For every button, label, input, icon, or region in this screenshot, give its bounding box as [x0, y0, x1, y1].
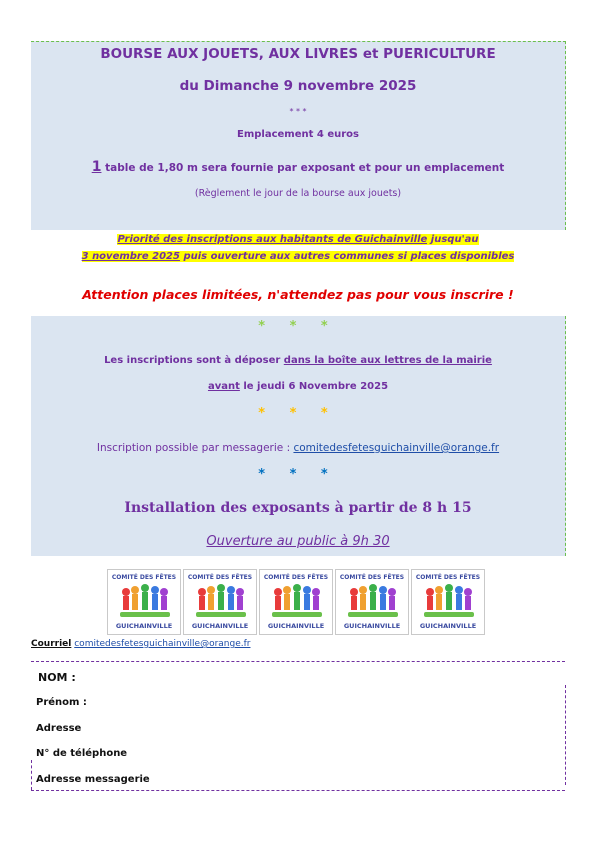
priority-line-2 [31, 251, 565, 262]
reglement-note: (Règlement le jour de la bourse aux jouets) [194, 188, 402, 199]
logo-bottom-text: GUICHAINVILLE [115, 622, 173, 630]
logo-bottom-text: GUICHAINVILLE [191, 622, 249, 630]
form-right-border [565, 685, 566, 785]
adresse-field[interactable]: Adresse [36, 723, 82, 734]
comite-logo [411, 569, 485, 635]
courriel-label: Courriel [31, 639, 72, 649]
logo-top-text: COMITÉ DES FÊTES [187, 574, 253, 581]
prenom-field[interactable]: Prénom : [36, 697, 87, 708]
logo-bottom-text: GUICHAINVILLE [267, 622, 325, 630]
separator: * * * [289, 107, 307, 116]
stars-blue: * * * [258, 467, 338, 482]
info-box-bottom [31, 316, 566, 556]
avant-word: avant [207, 381, 240, 392]
event-date: du Dimanche 9 novembre 2025 [179, 78, 417, 94]
emplacement-price: Emplacement 4 euros [237, 129, 359, 140]
event-title: BOURSE AUX JOUETS, AUX LIVRES et PUERICULTURE [100, 46, 496, 62]
logo-top-text: COMITÉ DES FÊTES [339, 574, 405, 581]
email-link[interactable]: comitedesfetesguichainville@orange.fr [293, 442, 500, 454]
messagerie-field[interactable]: Adresse messagerie [36, 774, 150, 785]
nom-field[interactable]: NOM : [38, 671, 76, 684]
form-divider [31, 661, 565, 662]
priority-text-2: puis ouverture aux autres communes si places disponibles [179, 251, 515, 262]
figures-icon [422, 582, 476, 622]
table-info [31, 159, 565, 175]
logo-bottom-text: GUICHAINVILLE [419, 622, 477, 630]
ouverture-text: Ouverture au public à 9h 30 [206, 534, 390, 549]
priority-date: 3 novembre 2025 [81, 251, 180, 262]
comite-logo [107, 569, 181, 635]
table-count: 1 [91, 159, 102, 175]
comite-logo [335, 569, 409, 635]
table-text: table de 1,80 m sera fournie par exposant et pour un emplacement [101, 162, 505, 174]
logo-top-text: COMITÉ DES FÊTES [263, 574, 329, 581]
deadline-text: le jeudi 6 Novembre 2025 [239, 381, 389, 392]
figures-icon [270, 582, 324, 622]
warning-text: Attention places limitées, n'attendez pas pour vous inscrire ! [82, 287, 514, 302]
comite-logo [259, 569, 333, 635]
comite-logo [183, 569, 257, 635]
inscriptions-line-2 [31, 381, 565, 392]
email-line [31, 442, 565, 454]
form-left-border [31, 760, 32, 790]
inscriptions-line-1 [31, 355, 565, 366]
priority-highlight-1: Priorité des inscriptions aux habitants de Guichainville [117, 234, 428, 245]
form-bottom-border [31, 790, 565, 791]
logo-top-text: COMITÉ DES FÊTES [111, 574, 177, 581]
inscriptions-text: Les inscriptions sont à déposer [104, 355, 284, 366]
figures-icon [346, 582, 400, 622]
courriel-line [31, 639, 250, 649]
figures-icon [194, 582, 248, 622]
inscriptions-place: dans la boîte aux lettres de la mairie [283, 355, 492, 366]
priority-text-1: jusqu'au [427, 234, 479, 245]
courriel-link[interactable]: comitedesfetesguichainville@orange.fr [74, 639, 251, 649]
logo-top-text: COMITÉ DES FÊTES [415, 574, 481, 581]
telephone-field[interactable]: N° de téléphone [36, 748, 128, 759]
installation-text: Installation des exposants à partir de 8 h 15 [124, 500, 472, 516]
stars-green: * * * [258, 319, 338, 334]
logo-bottom-text: GUICHAINVILLE [343, 622, 401, 630]
stars-yellow: * * * [258, 406, 338, 421]
email-prefix: Inscription possible par messagerie : [96, 442, 294, 454]
logo-row [107, 569, 487, 635]
priority-line-1 [31, 234, 565, 245]
figures-icon [118, 582, 172, 622]
